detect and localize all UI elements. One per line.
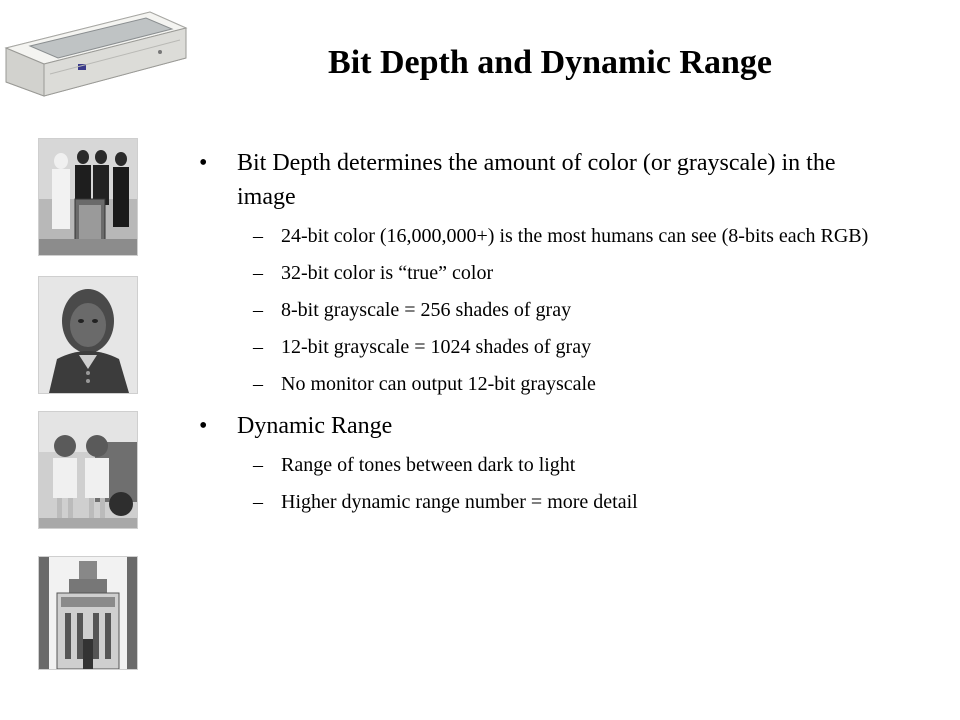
sub-bullet-item bbox=[195, 261, 875, 286]
dash-glyph: – bbox=[253, 262, 263, 284]
dash-glyph: – bbox=[253, 373, 263, 395]
bullet-item bbox=[195, 409, 875, 443]
photo-woman-portrait bbox=[38, 276, 138, 394]
sub-bullet-text: 8-bit grayscale = 256 shades of gray bbox=[281, 299, 572, 321]
photo-two-children bbox=[38, 411, 138, 529]
flatbed-scanner-image bbox=[0, 8, 192, 100]
bullet-glyph: • bbox=[199, 150, 208, 176]
bullet-list bbox=[195, 146, 875, 527]
sub-bullet-item bbox=[195, 335, 875, 360]
bullet-glyph: • bbox=[199, 413, 208, 439]
sub-bullet-item bbox=[195, 298, 875, 323]
photo-group-portrait bbox=[38, 138, 138, 256]
dash-glyph: – bbox=[253, 491, 263, 513]
slide-title: Bit Depth and Dynamic Range bbox=[328, 44, 772, 81]
sub-bullet-item bbox=[195, 372, 875, 397]
sub-bullet-text: No monitor can output 12-bit grayscale bbox=[281, 373, 596, 395]
sub-bullet-item bbox=[195, 453, 875, 478]
dash-glyph: – bbox=[253, 299, 263, 321]
sub-bullet-text: 24-bit color (16,000,000+) is the most humans can see (8-bits each RGB) bbox=[281, 225, 869, 247]
bullet-text: Bit Depth determines the amount of color (or grayscale) in the image bbox=[237, 150, 836, 210]
sub-bullet-item bbox=[195, 490, 875, 515]
sub-bullet-text: Higher dynamic range number = more detail bbox=[281, 491, 638, 513]
bullet-item bbox=[195, 146, 875, 214]
sub-bullet-text: 32-bit color is “true” color bbox=[281, 262, 494, 284]
sub-bullet-text: 12-bit grayscale = 1024 shades of gray bbox=[281, 336, 592, 358]
sub-bullet-text: Range of tones between dark to light bbox=[281, 454, 576, 476]
dash-glyph: – bbox=[253, 225, 263, 247]
dash-glyph: – bbox=[253, 336, 263, 358]
bullet-text: Dynamic Range bbox=[237, 413, 393, 439]
dash-glyph: – bbox=[253, 454, 263, 476]
sub-bullet-item bbox=[195, 224, 875, 249]
photo-building bbox=[38, 556, 138, 670]
